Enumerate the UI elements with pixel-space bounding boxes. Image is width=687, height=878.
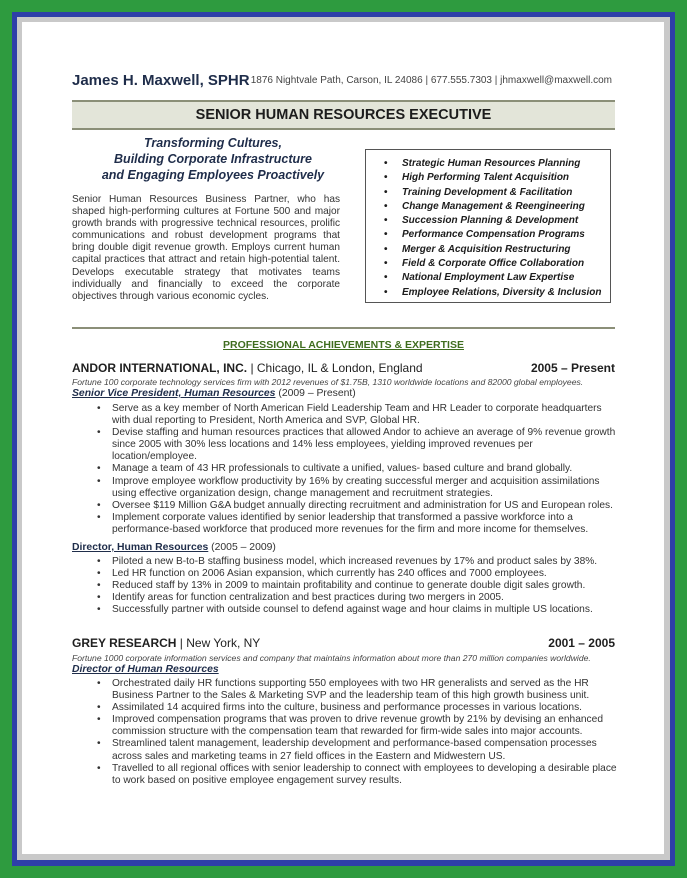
role-title: Director, Human Resources bbox=[72, 542, 209, 553]
company-name bbox=[72, 636, 260, 650]
achievement-list bbox=[97, 403, 617, 536]
employment-dates: 2001 – 2005 bbox=[548, 636, 615, 650]
role-heading bbox=[72, 388, 356, 399]
role-period: (2005 – 2009) bbox=[208, 542, 276, 553]
resume-header bbox=[72, 72, 612, 92]
company-location: | New York, NY bbox=[176, 636, 261, 650]
core-competencies-box bbox=[365, 149, 611, 303]
achievement-item: • Improved compensation programs that was proven to drive revenue growth by 21% by devising an enhanced commission structure with the compensation team that rewarded for firm-wide sales into major accounts. bbox=[97, 714, 617, 738]
competency-list bbox=[384, 157, 602, 300]
achievement-item: • Improve employee workflow productivity by 16% by creating successful merger and acquisition assimilations using effective organization design, change management and recruitment strategies. bbox=[97, 476, 617, 500]
role-period: (2009 – Present) bbox=[275, 388, 356, 399]
competency-item: • Employee Relations, Diversity & Inclusion bbox=[384, 286, 602, 300]
achievement-item: • Devise staffing and human resources practices that allowed Andor to achieve an average of 9% revenue growth since 2005 with 30% less locations and 14% less employees, yielding improved revenues per location/employee. bbox=[97, 427, 617, 463]
headline-banner: SENIOR HUMAN RESOURCES EXECUTIVE bbox=[72, 100, 615, 130]
company-line bbox=[72, 361, 615, 377]
tagline-line: Transforming Cultures, bbox=[144, 136, 282, 150]
role-title: Director of Human Resources bbox=[72, 664, 219, 675]
achievement-item: • Identify areas for function centralization and best practices during two mergers in 2005. bbox=[97, 592, 617, 604]
achievement-item: • Piloted a new B-to-B staffing business model, which increased revenues by 17% and product sales by 38%. bbox=[97, 556, 617, 568]
role-heading bbox=[72, 542, 276, 553]
achievement-item: • Led HR function on 2006 Asian expansion, which currently has 240 offices and 7000 employees. bbox=[97, 568, 617, 580]
company-description: Fortune 1000 corporate information services and company that maintains information about more than 270 million companies worldwide. bbox=[72, 653, 591, 663]
tagline-line: Building Corporate Infrastructure bbox=[114, 152, 312, 166]
achievement-list bbox=[97, 556, 617, 616]
role-heading bbox=[72, 664, 219, 675]
competency-item: • High Performing Talent Acquisition bbox=[384, 171, 602, 185]
competency-item: • Field & Corporate Office Collaboration bbox=[384, 257, 602, 271]
contact-info: 1876 Nightvale Path, Carson, IL 24086 | 677.555.7303 | jhmaxwell@maxwell.com bbox=[250, 75, 612, 86]
section-divider bbox=[72, 327, 615, 329]
candidate-name: James H. Maxwell, SPHR bbox=[72, 72, 250, 89]
competency-item: • Change Management & Reengineering bbox=[384, 200, 602, 214]
company-description: Fortune 100 corporate technology services firm with 2012 revenues of $1.75B, 1310 worldwide locations and 82000 global employees. bbox=[72, 377, 584, 387]
achievement-list bbox=[97, 678, 617, 787]
achievement-item: • Manage a team of 43 HR professionals to cultivate a unified, values- based culture and brand globally. bbox=[97, 463, 617, 475]
employment-dates: 2005 – Present bbox=[530, 361, 615, 375]
company-name-text: GREY RESEARCH bbox=[72, 636, 177, 650]
competency-item: • Strategic Human Resources Planning bbox=[384, 157, 602, 171]
achievement-item: • Orchestrated daily HR functions supporting 550 employees with two HR generalists and served as the HR Business Partner to the Sales & Marketing SVP and the leadership team of this high growth business unit. bbox=[97, 678, 617, 702]
achievement-item: • Successfully partner with outside counsel to defend against wage and hour claims in multiple US locations. bbox=[97, 604, 617, 616]
resume-page bbox=[22, 22, 664, 854]
company-location: | Chicago, IL & London, England bbox=[247, 361, 423, 375]
section-title: PROFESSIONAL ACHIEVEMENTS & EXPERTISE bbox=[223, 339, 464, 351]
company-name-text: ANDOR INTERNATIONAL, INC. bbox=[72, 361, 248, 375]
competency-item: • Training Development & Facilitation bbox=[384, 186, 602, 200]
achievement-item: • Assimilated 14 acquired firms into the culture, business and performance processes in various locations. bbox=[97, 702, 617, 714]
competency-item: • Merger & Acquisition Restructuring bbox=[384, 243, 602, 257]
role-title: Senior Vice President, Human Resources bbox=[72, 388, 276, 399]
company-line bbox=[72, 636, 615, 652]
summary-paragraph: Senior Human Resources Business Partner, who has shaped high-performing cultures at Fortune 500 and major growth brands with progressive technical resources, prolific communications and robust development programs that bring double digit revenue growth. Employs current human capital practices that attract and retain high-potential talent. Develops executable strategy that motivates teams individually and financially to exceed the corporate objectives through various economic cycles. bbox=[72, 194, 340, 302]
competency-item: • Performance Compensation Programs bbox=[384, 228, 602, 242]
tagline bbox=[72, 135, 354, 183]
tagline-line: and Engaging Employees Proactively bbox=[101, 168, 325, 182]
competency-item: • Succession Planning & Development bbox=[384, 214, 602, 228]
achievement-item: • Implement corporate values identified by senior leadership that transformed a passive workforce into a performance-based workforce that produced more revenues for the firm and more income for themselves. bbox=[97, 512, 617, 536]
company-name bbox=[72, 361, 423, 375]
achievement-item: • Serve as a key member of North American Field Leadership Team and HR Leader to corporate headquarters with dual reporting to President, North America and SVP, Global HR. bbox=[97, 403, 617, 427]
achievement-item: • Streamlined talent management, leadership development and performance-based compensation processes across sales and marketing teams in 27 field offices in the Eastern and Midwestern US. bbox=[97, 738, 617, 762]
achievement-item: • Oversee $119 Million G&A budget annually directing recruitment and administration for US and European roles. bbox=[97, 500, 617, 512]
competency-item: • National Employment Law Expertise bbox=[384, 271, 602, 285]
achievement-item: • Reduced staff by 13% in 2009 to maintain profitability and continue to generate double digit sales growth. bbox=[97, 580, 617, 592]
achievement-item: • Travelled to all regional offices with senior leadership to connect with employees to developing a desirable place to work based on positive employee engagement survey results. bbox=[97, 763, 617, 787]
